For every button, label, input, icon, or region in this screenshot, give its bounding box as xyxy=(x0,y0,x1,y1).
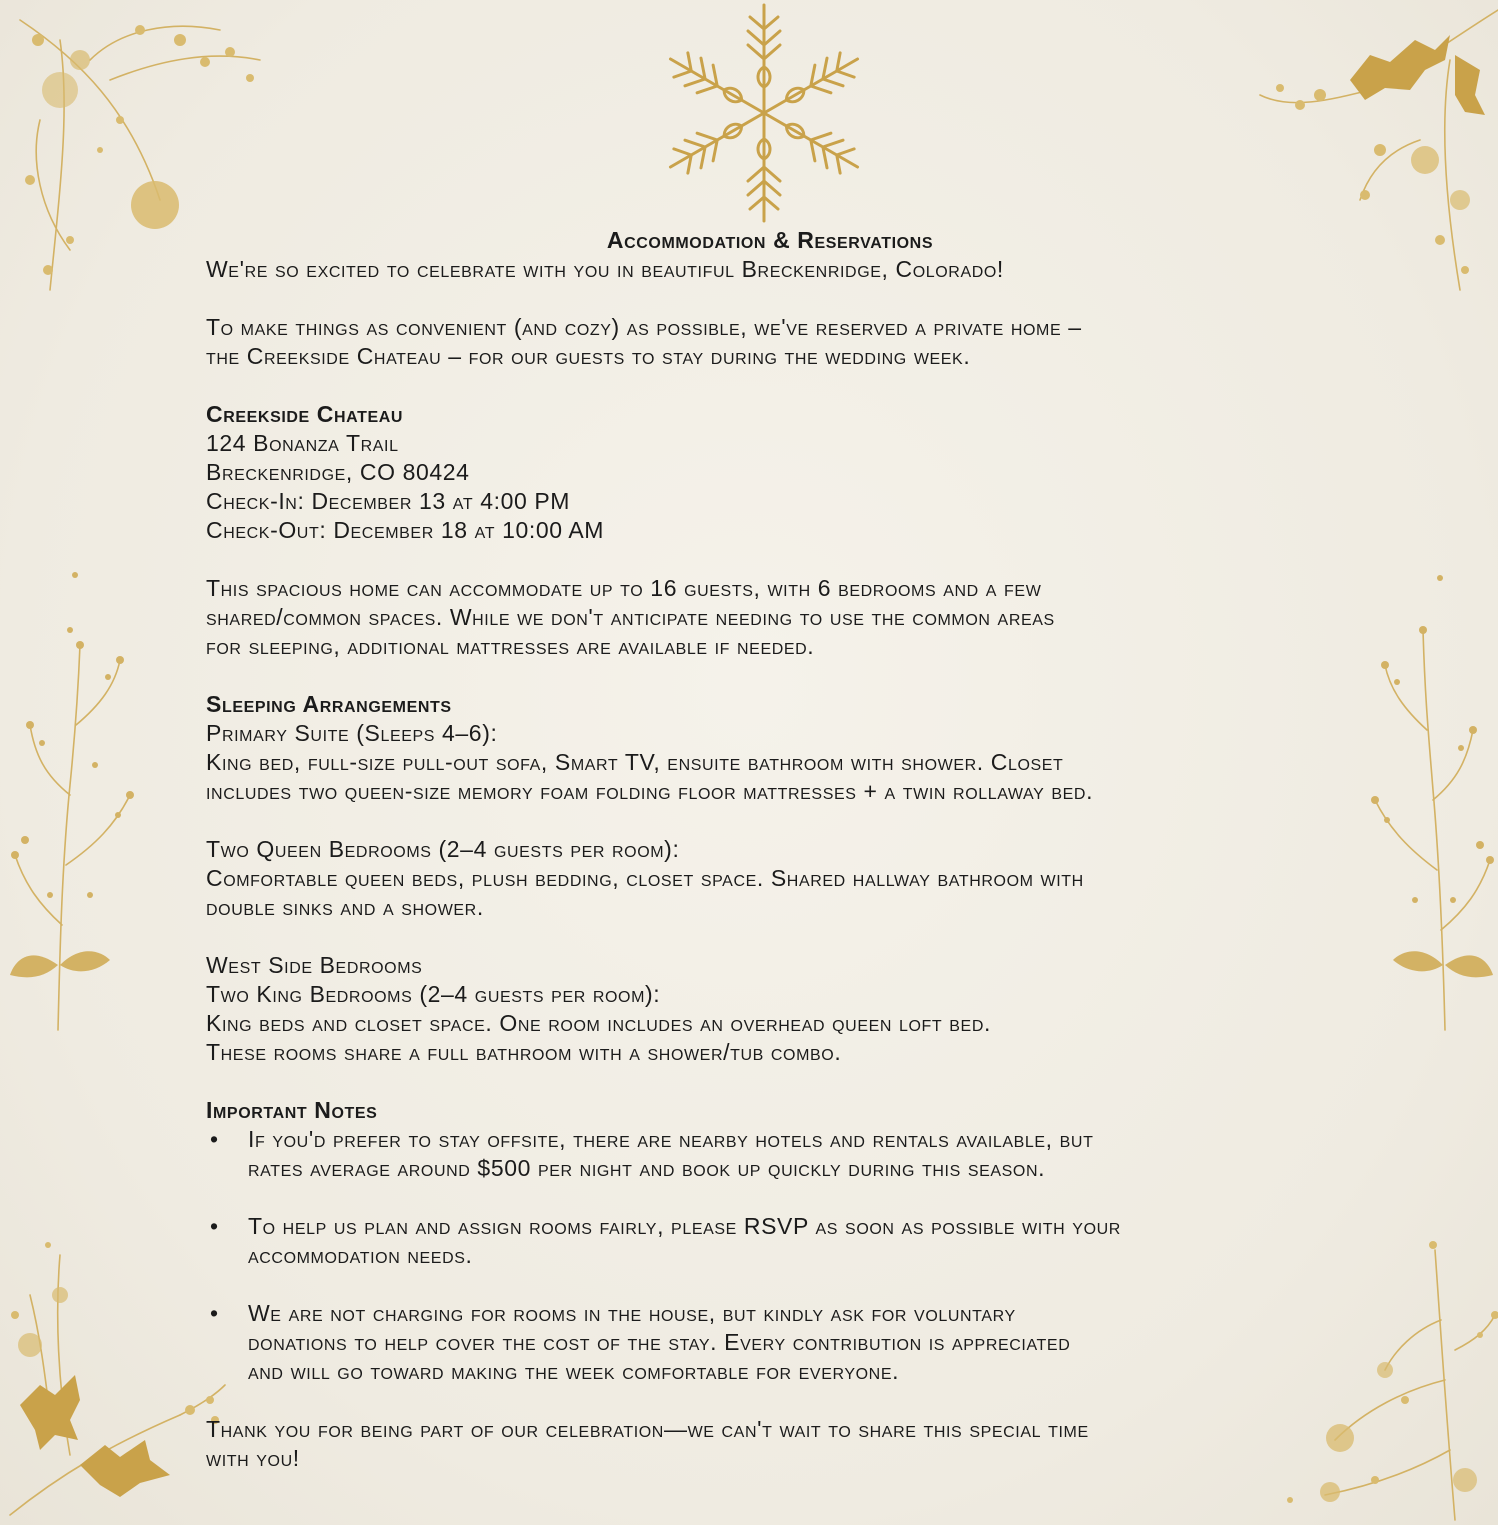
closing-line: with you! xyxy=(206,1445,300,1471)
note-line: and will go toward making the week comfortable for everyone. xyxy=(248,1358,900,1384)
closing-line: Thank you for being part of our celebration—we can't wait to share this special time xyxy=(206,1416,1089,1442)
queen-bedrooms-title: Two Queen Bedrooms (2–4 guests per room): xyxy=(206,836,680,862)
floral-sprig-icon xyxy=(0,565,160,1035)
holly-leaf-icon xyxy=(0,1235,230,1525)
notes-heading: Important Notes xyxy=(206,1097,378,1123)
primary-suite-title: Primary Suite (Sleeps 4–6): xyxy=(206,720,498,746)
list-item xyxy=(206,1299,1346,1386)
checkin-time: Check-In: December 13 at 4:00 PM xyxy=(206,488,571,514)
intro-text: We're so excited to celebrate with you in beautiful Breckenridge, Colorado! xyxy=(206,256,1004,282)
invitation-content xyxy=(206,226,1346,1473)
floral-sprig-icon xyxy=(1345,570,1498,1035)
king-bedrooms-title: Two King Bedrooms (2–4 guests per room): xyxy=(206,981,661,1007)
property-name: Creekside Chateau xyxy=(206,401,404,427)
checkout-time: Check-Out: December 18 at 10:00 AM xyxy=(206,517,605,543)
king-bedrooms-line: King beds and closet space. One room includes an overhead queen loft bed. xyxy=(206,1010,991,1036)
note-line: accommodation needs. xyxy=(248,1242,473,1268)
snowflake-icon xyxy=(662,0,866,226)
note-line: rates average around $500 per night and book up quickly during this season. xyxy=(248,1155,1046,1181)
reserved-note-line: To make things as convenient (and cozy) as possible, we've reserved a private home – xyxy=(206,314,1082,340)
primary-suite-line: includes two queen-size memory foam folding floor mattresses + a twin rollaway bed. xyxy=(206,778,1094,804)
sleeping-heading: Sleeping Arrangements xyxy=(206,691,452,717)
page-title: Accommodation & Reservations xyxy=(606,227,934,253)
west-side-title: West Side Bedrooms xyxy=(206,952,423,978)
primary-suite-line: King bed, full-size pull-out sofa, Smart TV, ensuite bathroom with shower. Closet xyxy=(206,749,1064,775)
notes-list xyxy=(206,1125,1346,1386)
list-item xyxy=(206,1125,1346,1183)
capacity-line: shared/common spaces. While we don't anticipate needing to use the common areas xyxy=(206,604,1055,630)
note-line: donations to help cover the cost of the stay. Every contribution is appreciated xyxy=(248,1329,1071,1355)
list-item xyxy=(206,1212,1346,1270)
king-bedrooms-line: These rooms share a full bathroom with a shower/tub combo. xyxy=(206,1039,842,1065)
queen-bedrooms-line: Comfortable queen beds, plush bedding, closet space. Shared hallway bathroom with xyxy=(206,865,1084,891)
capacity-line: for sleeping, additional mattresses are available if needed. xyxy=(206,633,815,659)
note-line: • To help us plan and assign rooms fairly, please RSVP as soon as possible with your xyxy=(248,1213,1121,1239)
capacity-line: This spacious home can accommodate up to 16 guests, with 6 bedrooms and a few xyxy=(206,575,1042,601)
property-street: 124 Bonanza Trail xyxy=(206,430,399,456)
queen-bedrooms-line: double sinks and a shower. xyxy=(206,894,484,920)
property-city: Breckenridge, CO 80424 xyxy=(206,459,470,485)
note-line: • We are not charging for rooms in the house, but kindly ask for voluntary xyxy=(248,1300,1016,1326)
note-line: • If you'd prefer to stay offsite, there are nearby hotels and rentals available, but xyxy=(248,1126,1094,1152)
reserved-note-line: the Creekside Chateau – for our guests to stay during the wedding week. xyxy=(206,343,971,369)
